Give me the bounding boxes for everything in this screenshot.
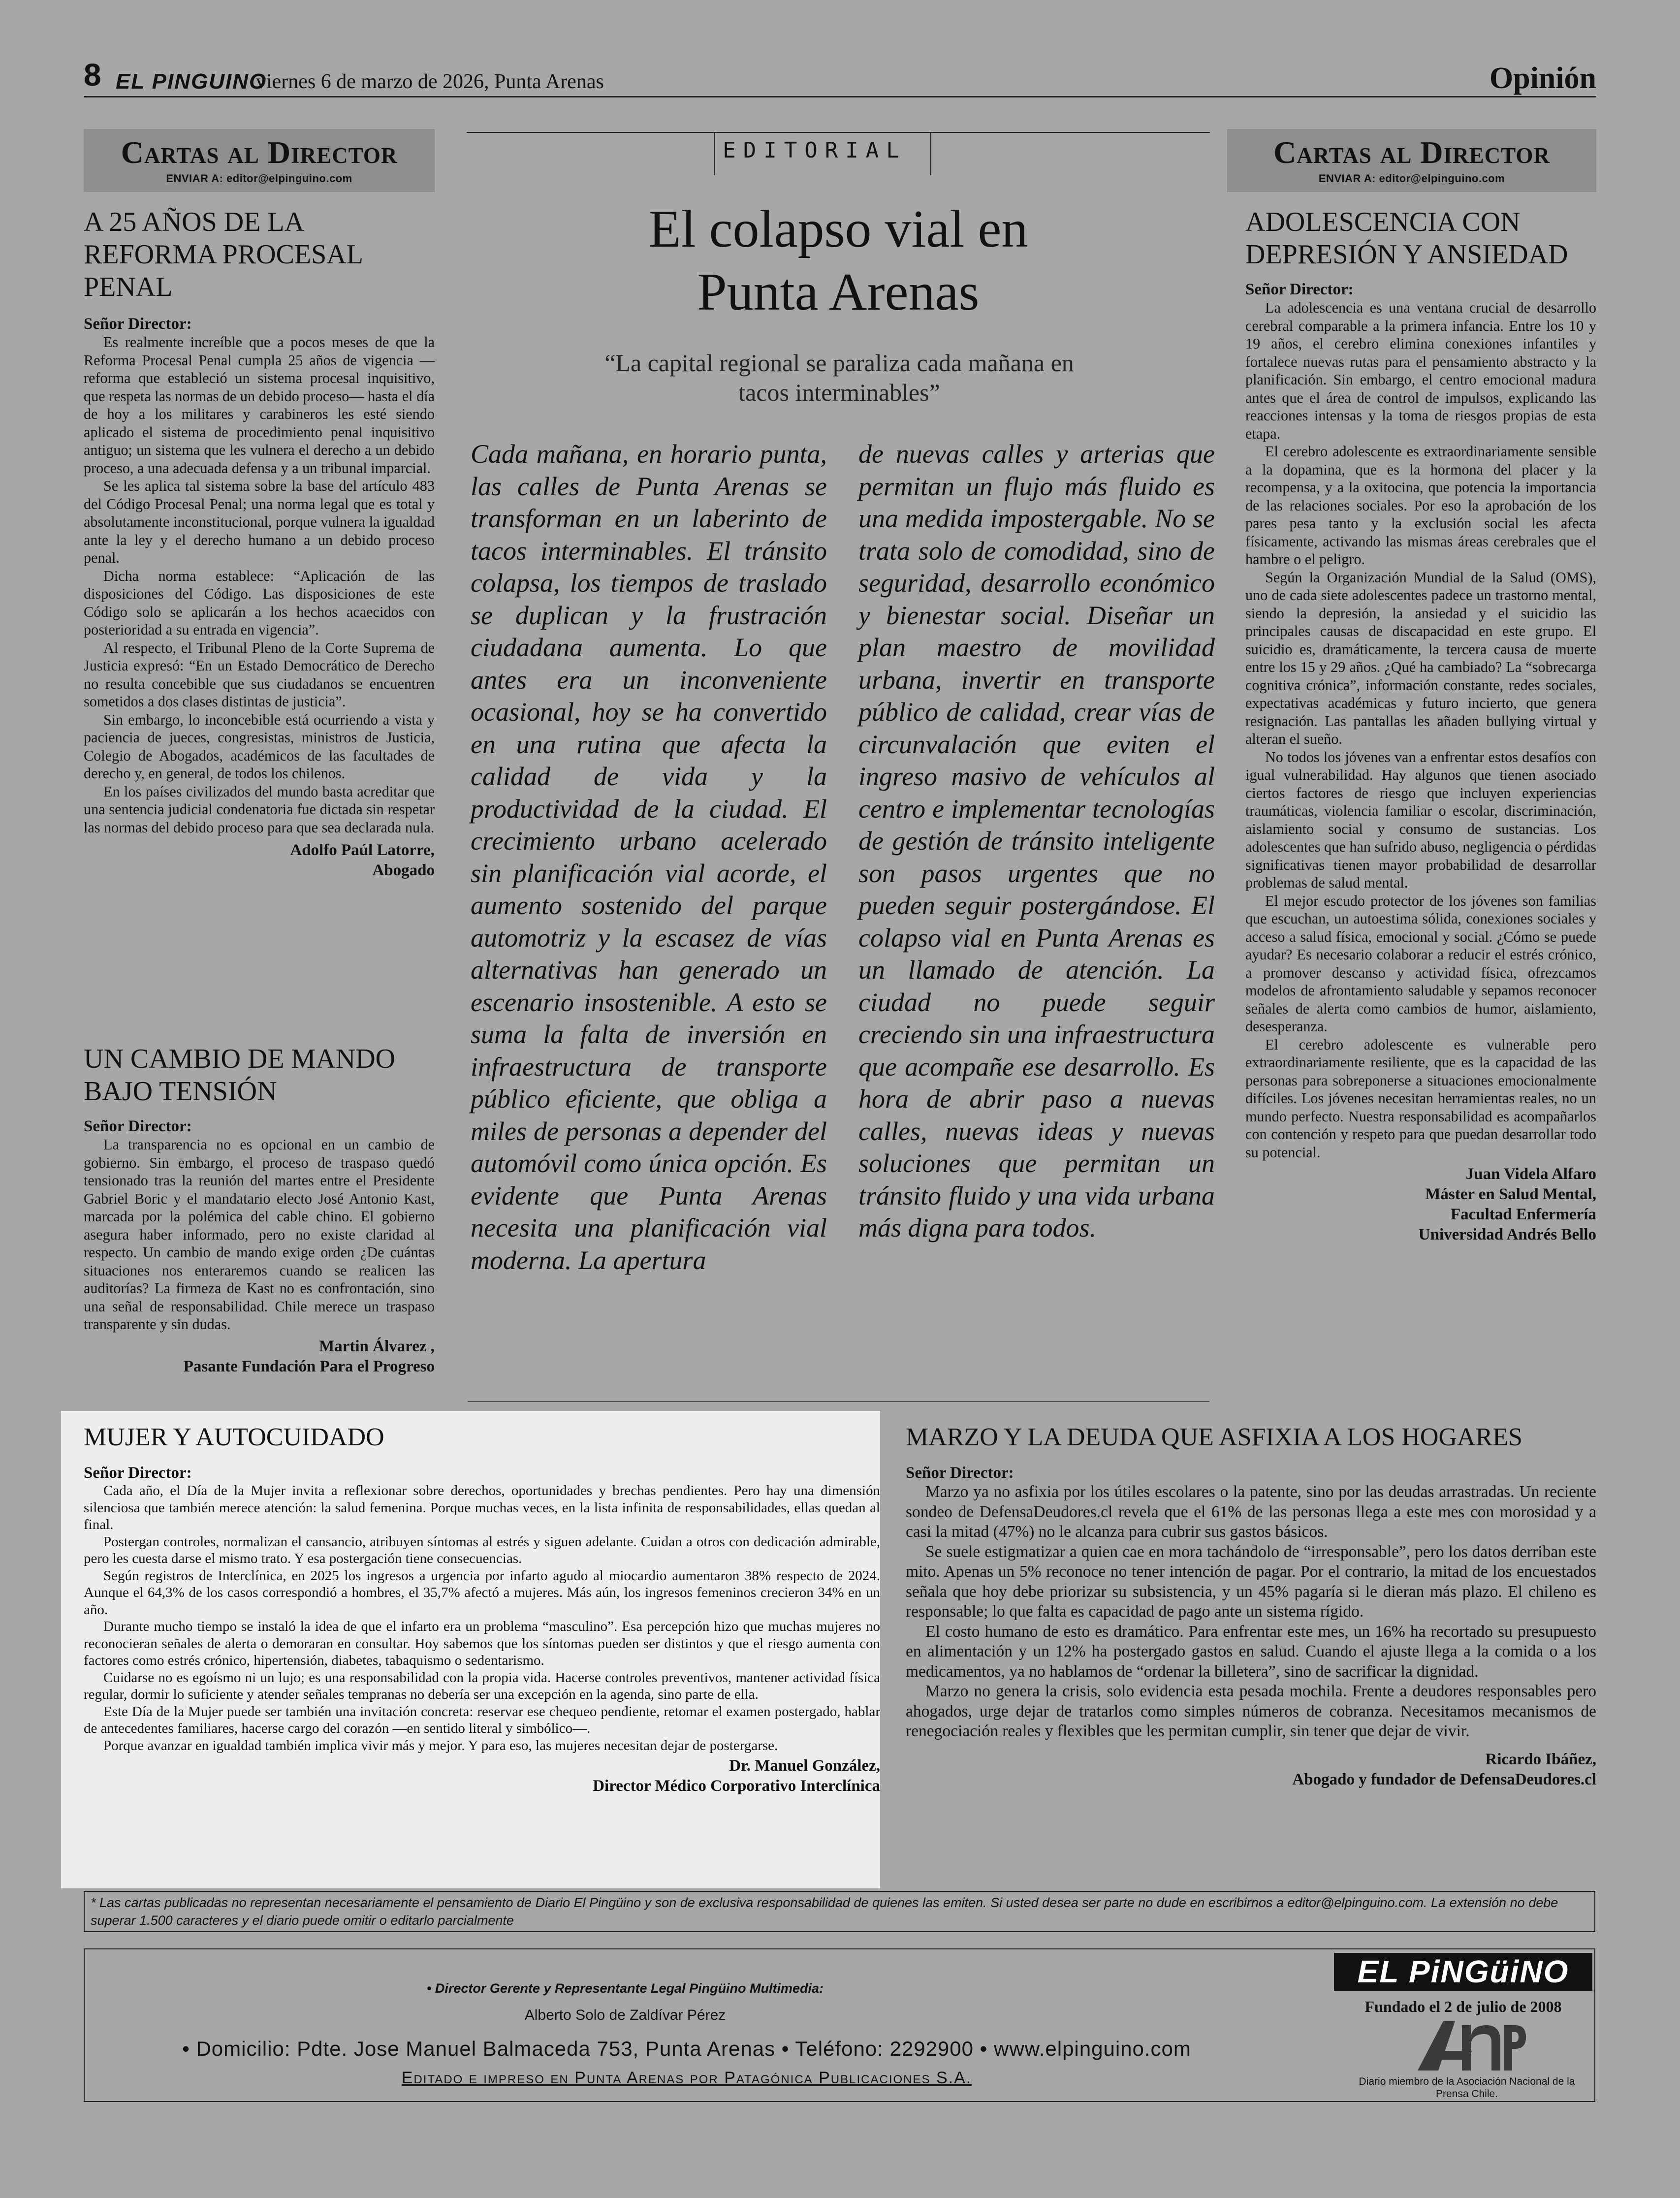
editorial-bottom-rule <box>468 1401 1209 1402</box>
section-title: Opinión <box>1489 62 1596 95</box>
editorial-column-2: de nuevas calles y arterias que permitan un flujo más fluido es una medida impostergable. No se trata solo de comodidad, sino de seguridad, desarrollo económico y bienestar social. Diseñar un plan maestro de movilidad urbana, invertir en transporte público de calidad, crear vías de circunvalación que eviten el ingreso masivo de vehículos al centro e implementar tecnologías de gestión de tránsito inteligente son pasos urgentes que no pueden seguir postergándose. El colapso vial en Punta Arenas es un llamado de atención. La ciudad no puede seguir creciendo sin una infraestructura que acompañe ese desarrollo. Es hora de abrir paso a nuevas calles, nuevas ideas y nuevas soluciones que permitan un tránsito fluido y una vida urbana más digna para todos. <box>858 439 1215 1242</box>
letter-mujer <box>84 1422 880 1796</box>
letter-body: Marzo ya no asfixia por los útiles escolares o la patente, sino por las deudas arrastradas. Un reciente sondeo de DefensaDeudores.cl revela que el 61% de las personas llega a este mes con morosidad y a casi la mitad (47%) no le alcanza para cubrir sus gastos básicos. Se suele estigmatizar a quien cae en mora tachándolo de “irresponsable”, pero los datos derriban este mito. Apenas un 5% reconoce no tener intención de pagar. Por el contrario, la mitad de los encuestados señala que hoy debe priorizar su subsistencia, y un 45% pagaría si le dieran más plazo. El chileno es responsable; lo que falta es capacidad de pago ante un sistema rígido. El costo humano de esto es dramático. Para enfrentar este mes, un 16% ha recortado su presupuesto en alimentación y un 12% ha postergado gastos en salud. Cuando el ajuste llega a la comida o a los medicamentos, ya no hablamos de “ordenar la billetera”, sino de sacrificar la dignidad. Marzo no genera la crisis, solo evidencia esta pesada mochila. Frente a deudores responsables pero ahogados, urge dejar de tratarlos como simples números de cobranza. Necesitamos mecanismos de renegociación reales y flexibles que les permitan cumplir, sin tener que dejar de vivir. <box>906 1483 1596 1740</box>
salutation: Señor Director: <box>1245 281 1354 298</box>
letter-signature: Juan Videla Alfaro Máster en Salud Mental, Facultad Enfermería Universidad Andrés Bello <box>1418 1165 1596 1243</box>
letter-title: MARZO Y LA DEUDA QUE ASFIXIA A LOS HOGARES <box>906 1423 1522 1451</box>
footer-director-name: Alberto Solo de Zaldívar Pérez <box>524 2007 726 2023</box>
masthead-logo: EL PINGUINO <box>116 69 267 94</box>
cartas-header-left <box>84 129 435 192</box>
anp-caption: Diario miembro de la Asociación Nacional de la Prensa Chile. <box>1359 2076 1575 2100</box>
footer-contact: • Domicilio: Pdte. Jose Manuel Balmaceda 753, Punta Arenas • Teléfono: 2292900 • www.elpinguino.com <box>182 2037 1191 2060</box>
editorial-column-1: Cada mañana, en horario punta, las calles de Punta Arenas se transforman en un laberinto de tacos interminables. El tránsito colapsa, los tiempos de traslado se duplican y la frustración ciudadana aumenta. Lo que antes era un inconveniente ocasional, hoy se ha convertido en una rutina que afecta la calidad de vida y la productividad de la ciudad. El crecimiento urbano acelerado sin planificación vial acorde, el aumento sostenido del parque automotriz y la escasez de vías alternativas han generado un escenario insostenible. A esto se suma la falta de inversión en infraestructura de transporte público eficiente, que obliga a miles de personas a depender del automóvil como única opción. Es evidente que Punta Arenas necesita una planificación vial moderna. La apertura <box>471 439 827 1275</box>
letter-cambio-mando <box>84 1043 435 1377</box>
letter-marzo-deuda <box>906 1422 1596 1790</box>
letter-body: La adolescencia es una ventana crucial de desarrollo cerebral comparable a la primera infancia. Entre los 10 y 19 años, el cerebro elimina conexiones infantiles y fortalece nuevas rutas para el pensamiento abstracto y la planificación. Sin embargo, el centro emocional madura antes que el área de control de impulsos, explicando las reacciones intensas y la toma de riesgos propias de esta etapa. El cerebro adolescente es extraordinariamente sensible a la dopamina, que es la hormona del placer y la recompensa, y a la oxitocina, que potencia la importancia de las relaciones sociales. Por eso la aprobación de los pares pesa tanto y la exclusión social les afecta físicamente, activando las mismas áreas cerebrales que el hambre o el peligro. Según la Organización Mundial de la Salud (OMS), uno de cada siete adolescentes padece un trastorno mental, siendo la depresión, la ansiedad y el suicidio las principales causas de discapacidad en este grupo. El suicidio es, dramáticamente, la tercera causa de muerte entre los 15 y 29 años. ¿Qué ha cambiado? La “sobrecarga cognitiva crónica”, información constante, redes sociales, expectativas académicas y futuro incierto, que genera resignación. Las pantallas les añaden bullying virtual y alteran el sueño. No todos los jóvenes van a enfrentar estos desafíos con igual vulnerabilidad. Hay algunos que tienen asociado ciertos factores de riesgo que incluyen experiencias traumáticas, violencia familiar o escolar, discriminación, aislamiento social y consumo de sustancias. Los adolescentes que han sufrido abuso, negligencia o pérdidas significativas tienen mayor probabilidad de desarrollar problemas de salud mental. El mejor escudo protector de los jóvenes son familias que escuchan, un autoestima sólida, conexiones sociales y acceso a salud física, emocional y social. ¿Cómo se puede ayudar? Es necesario colaborar a reducir el estrés crónico, a promover descanso y actividad física, ofrezcamos modelos de afrontamiento saludable y sepamos reconocer señales de alerta como cambios de humor, aislamiento, desesperanza. El cerebro adolescente es vulnerable pero extraordinariamente resiliente, que es la capacidad de las personas para sobreponerse a situaciones emocionalmente difíciles. Los jóvenes necesitan herramientas reales, no un mundo perfecto. Nuestra responsabilidad es acompañarlos con contención y respeto para que puedan desarrollar todo su potencial. <box>1245 299 1596 1161</box>
editorial-label: EDITORIAL <box>723 138 907 163</box>
editorial-quote: “La capital regional se paraliza cada mañana en tacos interminables” <box>604 349 1074 406</box>
dateline: viernes 6 de marzo de 2026, Punta Arenas <box>256 70 604 93</box>
footer-logo: EL PiNGüiNO <box>1334 1953 1592 1991</box>
letter-title: ADOLESCENCIA CON DEPRESIÓN Y ANSIEDAD <box>1245 207 1568 270</box>
header-rule <box>84 96 1596 97</box>
letter-adolescencia <box>1245 206 1596 1245</box>
cartas-email: ENVIAR A: editor@elpinguino.com <box>166 172 352 185</box>
letter-signature: Adolfo Paúl Latorre, Abogado <box>290 841 435 879</box>
editorial-rule <box>467 132 1210 133</box>
letter-body: La transparencia no es opcional en un cambio de gobierno. Sin embargo, el proceso de traspaso quedó tensionado tras la reunión del martes entre el Presidente Gabriel Boric y el mandatario electo José Antonio Kast, marcada por la polémica del cable chino. El gobierno asegura haber informado, pero no existe claridad al respecto. Un cambio de mando exige orden ¿De cuántas situaciones nos enteraremos cuando se realicen las auditorías? La firmeza de Kast no es confrontación, sino una señal de responsabilidad. Chile merece un traspaso transparente y sin dudas. <box>84 1136 435 1333</box>
footer-printed-by: Editado e impreso en Punta Arenas por Patagónica Publicaciones S.A. <box>401 2069 972 2087</box>
cartas-header-right <box>1227 129 1596 192</box>
disclaimer: * Las cartas publicadas no representan necesariamente el pensamiento de Diario El Pingüino y son de exclusiva responsabilidad de quienes las emiten. Si usted desea ser parte no dude en escribirnos a editor@elpinguino.com. La extensión no debe superar 1.500 caracteres y el diario puede omitir o editarlo parcialmente <box>84 1891 1595 1932</box>
cartas-email: ENVIAR A: editor@elpinguino.com <box>1318 172 1505 185</box>
page-number: 8 <box>84 57 101 93</box>
letter-reforma <box>84 206 435 881</box>
letter-signature: Dr. Manuel González, Director Médico Corporativo Interclínica <box>593 1757 880 1795</box>
salutation: Señor Director: <box>84 1117 192 1135</box>
letter-body: Es realmente increíble que a pocos meses de que la Reforma Procesal Penal cumpla 25 años de vigencia —reforma que estableció un sistema procesal inquisitivo, que respeta las normas de un debido proceso— hasta el día de hoy a los militares y carabineros les esté siendo aplicado el sistema de procedimiento penal inquisitivo antiguo; un sistema que les vulnera el derecho a un debido proceso, a una adecuada defensa y a un tribunal imparcial. Se les aplica tal sistema sobre la base del artículo 483 del Código Procesal Penal; una norma legal que es total y absolutamente inconstitucional, porque vulnera la igualdad ante la ley y el derecho humano a un debido proceso penal. Dicha norma establece: “Aplicación de las disposiciones del Código. Las disposiciones de este Código solo se aplicarán a los hechos acaecidos con posterioridad a su entrada en vigencia”. Al respecto, el Tribunal Pleno de la Corte Suprema de Justicia expresó: “En un Estado Democrático de Derecho no resulta concebible que sus ciudadanos se encuentren sometidos a dos clases distintas de justicia”. Sin embargo, lo inconcebible está ocurriendo a vista y paciencia de jueces, congresistas, ministros de Justicia, Colegio de Abogados, académicos de las facultades de derecho y, en general, de todos los chilenos. En los países civilizados del mundo basta acreditar que una sentencia judicial condenatoria fue dictada sin respetar las normas del debido proceso para que sea declarada nula. <box>84 334 435 836</box>
letter-signature: Ricardo Ibáñez, Abogado y fundador de DefensaDeudores.cl <box>1292 1750 1596 1788</box>
letter-title: MUJER Y AUTOCUIDADO <box>84 1423 384 1451</box>
cartas-title: Cartas al Director <box>1273 135 1550 170</box>
letter-title: A 25 AÑOS DE LA REFORMA PROCESAL PENAL <box>84 207 363 302</box>
footer-director-label: • Director Gerente y Representante Legal Pingüino Multimedia: <box>426 1981 824 1996</box>
salutation: Señor Director: <box>84 315 192 333</box>
salutation: Señor Director: <box>84 1464 192 1482</box>
letter-title: UN CAMBIO DE MANDO BAJO TENSIÓN <box>84 1044 396 1107</box>
editorial-title: El colapso vial en Punta Arenas <box>648 200 1028 321</box>
letter-body: Cada año, el Día de la Mujer invita a reflexionar sobre derechos, oportunidades y brechas pendientes. Pero hay una dimensión silenciosa que también merece atención: la salud femenina. Porque muchas veces, en la lista infinita de responsabilidades, ellas quedan al final. Postergan controles, normalizan el cansancio, atribuyen síntomas al estrés y siguen adelante. Cuidan a otros con dedicación admirable, pero les cuesta darse el mismo trato. Y esa postergación tiene consecuencias. Según registros de Interclínica, en 2025 los ingresos a urgencia por infarto agudo al miocardio aumentaron 38% respecto de 2024. Aunque el 64,3% de los casos correspondió a hombres, el 35,7% afectó a mujeres. Más aún, los ingresos femeninos crecieron 34% en un año. Durante mucho tiempo se instaló la idea de que el infarto era un problema “masculino”. Esa percepción hizo que muchas mujeres no reconocieran señales de alerta o demoraran en consultar. Hoy sabemos que los síntomas pueden ser distintos y que el riesgo aumenta con factores como estrés crónico, hipertensión, diabetes, tabaquismo o sedentarismo. Cuidarse no es egoísmo ni un lujo; es una responsabilidad con la propia vida. Hacerse controles preventivos, mantener actividad física regular, dormir lo suficiente y atender señales tempranas no debería ser una excepción en la agenda, sino parte de ella. Este Día de la Mujer puede ser también una invitación concreta: reservar ese chequeo pendiente, retomar el examen postergado, hablar de antecedentes familiares, hacerse cargo del corazón —en sentido literal y simbólico—. Porque avanzar en igualdad también implica vivir más y mejor. Y para eso, las mujeres necesitan dejar de postergarse. <box>84 1483 880 1753</box>
salutation: Señor Director: <box>906 1464 1014 1482</box>
footer-founded: Fundado el 2 de julio de 2008 <box>1364 1998 1562 2015</box>
anp-logo-icon <box>1408 2016 1526 2074</box>
letter-signature: Martin Álvarez , Pasante Fundación Para el Progreso <box>183 1337 435 1375</box>
cartas-title: Cartas al Director <box>121 135 398 170</box>
